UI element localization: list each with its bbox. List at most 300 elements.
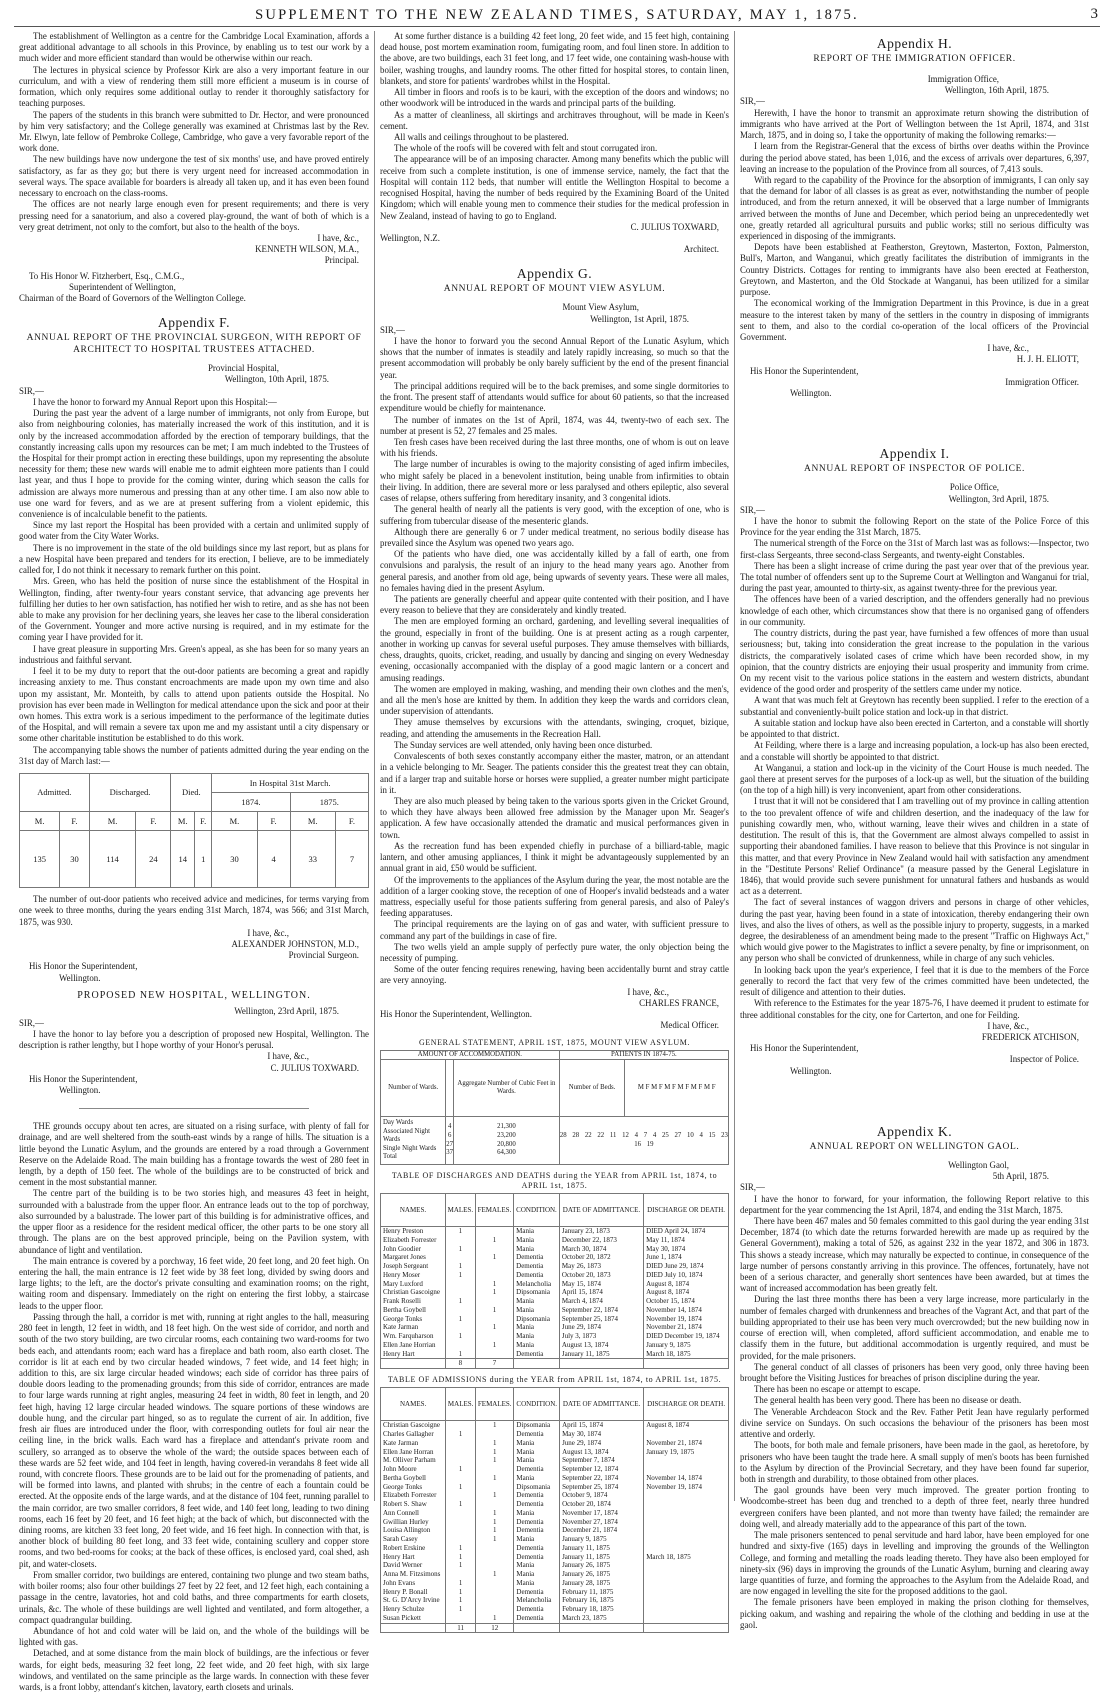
addressee: Superintendent of Wellington,: [69, 281, 176, 292]
th-sex: M.: [290, 812, 335, 831]
table-cell: [445, 1288, 475, 1297]
th-sex: F.: [195, 812, 212, 831]
paragraph: They are also much pleased by being taken to the various sports given in the Cricket Ground, to which they have always been allowed free admission by the Manager upon Mr. Seager's application. A few have occasionally attended the dramatic and musical performances given in town.: [380, 795, 729, 840]
table-cell: 1: [445, 1227, 475, 1236]
ward-count: 4: [447, 1123, 452, 1131]
table-cell: Mania: [514, 1332, 560, 1341]
paragraph: The economical working of the Immigration Department in this Province, is due in a great measure to the interest taken by many of the settlers in the country in disposing of immigrants sent to them, and also to the cordial co-operation of the local officers of the Provincial Government.: [740, 298, 1089, 342]
table-cell: Dipsomania: [514, 1421, 560, 1430]
salutation: SIR,—: [740, 1182, 765, 1193]
th-sex: M.: [171, 812, 195, 831]
table-cell: 135: [20, 831, 60, 888]
table-cell: November 14, 1874: [644, 1306, 729, 1315]
table-cell: Joseph Sergeant: [381, 1262, 446, 1271]
table-cell: [644, 1535, 729, 1544]
th-sex: M.: [212, 812, 257, 831]
letter-place: Wellington Gaol,: [948, 1159, 1009, 1170]
appendix-k-title: ANNUAL REPORT ON WELLINGTON GAOL.: [809, 1141, 1020, 1152]
table-cell: January 26, 1875: [560, 1570, 644, 1579]
table-cell: Dementia: [514, 1465, 560, 1474]
paragraph: The lectures in physical science by Professor Kirk are also a very important feature in our curriculum, and with a view of rendering them still more efficient a museum is in course of formation, which only requires some additional outlay to render it thoroughly satisfactory for teaching purposes.: [19, 64, 369, 109]
table-cell: March 4, 1874: [559, 1297, 643, 1306]
table-cell: November 21, 1874: [644, 1439, 729, 1448]
table-row: [381, 1245, 729, 1254]
signatory-title: Principal.: [324, 255, 359, 266]
th-discharged: Discharged.: [89, 774, 171, 812]
ward-cubic: 20,800: [497, 1140, 516, 1148]
table-cell: [445, 1253, 475, 1262]
paragraph: The female prisoners have been employed in making the prison clothing for themselves, picking oakum, and washing and repairing the whole of the clothing and bedding in use at the gaol.: [740, 1597, 1089, 1630]
paragraph: I have the honor to submit the following Report on the state of the Police Force of this Province for the year ending the 31st March, 1875.: [740, 515, 1089, 538]
table-cell: Frank Roselli: [381, 1297, 446, 1306]
table-cell: August 13, 1874: [559, 1341, 643, 1350]
table-cell: 1: [446, 1553, 476, 1562]
paragraph: Of the improvements to the appliances of the Asylum during the year, the most notable are the addition of a larger cooking stove, the reception of one of Hooper's invalid bedsteads and a water mattress, especially useful for those patients suffering from general paresis, and also of Paley's feeding apparatuses.: [380, 874, 729, 919]
ward-count: 6: [447, 1132, 452, 1140]
paragraph: The boots, for both male and female prisoners, have been made in the gaol, as heretofore, by prisoners who have been taught the trade here. A small supply of men's boots has been furnished to the Asylum by direction of the Provincial Secretary, and they have been found far superior, both in strength and durability, to those obtained from other places.: [740, 1440, 1089, 1484]
table-cell: June 29, 1874: [559, 1323, 643, 1332]
table-cell: [475, 1245, 513, 1254]
table-cell: Kate Jarman: [381, 1323, 446, 1332]
table-cell: John Moore: [381, 1465, 446, 1474]
table-cell: Mania: [514, 1509, 560, 1518]
table-cell: Melancholia: [514, 1596, 560, 1605]
table-cell: [644, 1430, 729, 1439]
letter-date: Wellington, 23rd April, 1875.: [234, 1006, 339, 1017]
table-cell: 1: [446, 1483, 476, 1492]
addressee: Wellington.: [790, 1065, 832, 1076]
table-row: [381, 1561, 729, 1570]
table-row: [381, 1605, 729, 1614]
figure: 28: [559, 1132, 567, 1140]
table-cell: 1: [476, 1614, 514, 1623]
table-cell: [644, 1526, 729, 1535]
addressee: Wellington.: [59, 1084, 101, 1095]
table-cell: May 30, 1874: [560, 1430, 644, 1439]
table-cell: June 1, 1874: [644, 1253, 729, 1262]
table-cell: Dipsomania: [514, 1315, 560, 1324]
table-cell: Mania: [514, 1439, 560, 1448]
table-cell: May 15, 1874: [559, 1280, 643, 1289]
figure: 4: [652, 1132, 657, 1140]
table-cell: 1: [446, 1596, 476, 1605]
total-cell: [644, 1359, 729, 1369]
table-cell: [644, 1509, 729, 1518]
table-cell: [475, 1332, 513, 1341]
table-cell: Elizabeth Forrester: [381, 1491, 446, 1500]
table-cell: 1: [446, 1605, 476, 1614]
th-blank: [446, 1060, 454, 1117]
table-cell: [446, 1448, 476, 1457]
table-cell: 30: [212, 831, 257, 888]
column-3: [734, 31, 1094, 1630]
paragraph: There has been no escape or attempt to escape.: [754, 1384, 921, 1395]
table-cell: George Tonks: [381, 1483, 446, 1492]
paragraph: I have the honor to lay before you a description of proposed new Hospital, Wellington. The description is rather lengthy, but I hope worthy of your Honor's perusal.: [19, 1028, 369, 1051]
table-cell: Gwillian Hurley: [381, 1518, 446, 1527]
college-report-continuation: [19, 31, 369, 304]
table-cell: Ellen Jane Horran: [381, 1448, 446, 1457]
table-cell: M. Olliver Parham: [381, 1456, 446, 1465]
signatory: CHARLES FRANCE,: [639, 997, 719, 1008]
table-cell: 4: [257, 831, 290, 888]
table-cell: August 8, 1874: [644, 1280, 729, 1289]
table-cell: Mania: [514, 1306, 560, 1315]
table-cell: John Goodier: [381, 1245, 446, 1254]
table-cell: [446, 1614, 476, 1623]
paragraph: With regard to the capability of the Province for the absorption of immigrants, I can only say that the demand for labor of all classes is as great as ever, notwithstanding the number of people introduced, and from the return annexed, it will be observed that a large number of Immigrants arrived between the months of June and December, which period being an unprecedentedly wet one, greatly retarded all agricultural pursuits and public works; still no serious difficulty was experienced in disposing of the immigrants.: [740, 174, 1089, 242]
table-row: [381, 1236, 729, 1245]
table-cell: November 17, 1874: [560, 1509, 644, 1518]
table-cell: 1: [446, 1579, 476, 1588]
ward-cubic: 21,300: [497, 1123, 516, 1131]
table-cell: Dipsomania: [514, 1483, 560, 1492]
table-cell: 1: [445, 1262, 475, 1271]
table-cell: 1: [475, 1280, 513, 1289]
table-cell: February 11, 1875: [560, 1588, 644, 1597]
letter-date: Wellington, 16th April, 1875.: [944, 85, 1049, 96]
column-header: MALES.: [446, 1388, 476, 1421]
table-cell: November 19, 1874: [644, 1315, 729, 1324]
page-title: SUPPLEMENT TO THE NEW ZEALAND TIMES, SATURDAY, MAY 1, 1875.: [255, 7, 859, 23]
appendix-f-heading: Appendix F.: [158, 315, 230, 331]
table-cell: [644, 1456, 729, 1465]
table-cell: [476, 1544, 514, 1553]
table-cell: [644, 1544, 729, 1553]
ward-name: Single Night Wards: [383, 1144, 437, 1152]
table-cell: Dementia: [514, 1518, 560, 1527]
table-cell: 7: [335, 831, 368, 888]
table-cell: Mania: [514, 1227, 560, 1236]
table-cell: February 18, 1875: [560, 1605, 644, 1614]
table-cell: DIED July 10, 1874: [644, 1271, 729, 1280]
table-cell: December 21, 1874: [560, 1526, 644, 1535]
table-cell: [446, 1518, 476, 1527]
ward-cubic: 64,300: [497, 1149, 516, 1157]
table-cell: 1: [476, 1491, 514, 1500]
table-cell: Dementia: [514, 1271, 560, 1280]
th-sexes: M F M F M F M F M F M F: [625, 1060, 729, 1117]
table-cell: 30: [60, 831, 89, 888]
table-cell: Mania: [514, 1245, 560, 1254]
paragraph: The Sunday services are well attended, only having been once disturbed.: [394, 739, 653, 750]
th-beds: Number of Beds.: [559, 1060, 625, 1117]
table-cell: [446, 1535, 476, 1544]
signatory: FREDERICK ATCHISON,: [981, 1032, 1079, 1042]
table-cell: Elizabeth Forrester: [381, 1236, 446, 1245]
signatory-title: Medical Officer.: [660, 1020, 719, 1031]
paragraph: The men are employed forming an orchard, gardening, and levelling several inequalities of the ground, especially in front of the building. One is at present acting as a rough carpenter, another in working up canvas for several useful purposes. They amuse themselves with billiards, chess, draughts, quoits, cricket, reading, and usually by dancing and singing on every Wednesday evening, occasionally accompanied with the display of a good magic lantern or a concert and amusing readings.: [380, 616, 729, 683]
column-header: DISCHARGE OR DEATH.: [644, 1388, 729, 1421]
appendix-h-title: REPORT OF THE IMMIGRATION OFFICER.: [813, 54, 1016, 64]
general-statement-table: [380, 1050, 729, 1165]
paragraph: The patients are generally cheerful and appear quite contented with their position, and I have every reason to believe that they are considerately and kindly treated.: [380, 594, 729, 616]
signatory-title: Inspector of Police.: [1009, 1054, 1079, 1065]
column-header: NAMES.: [381, 1388, 446, 1421]
paragraph: There is no improvement in the state of the old buildings since my last report, but as plans for a new Hospital have been prepared and tenders for its erection, I believe, are to be immediately called for, I do not think it necessary to remark further on this point.: [19, 542, 369, 576]
table-row: [381, 1253, 729, 1262]
table-row: [381, 1500, 729, 1509]
signoff: I have, &c.,: [987, 1020, 1029, 1031]
table-cell: 1: [445, 1332, 475, 1341]
letter-date: Wellington, 1st April, 1875.: [590, 313, 689, 324]
paragraph: All walls and ceilings throughout to be plastered.: [394, 131, 569, 142]
table-cell: November 14, 1874: [644, 1474, 729, 1483]
table-cell: May 11, 1874: [644, 1236, 729, 1245]
table-cell: [644, 1465, 729, 1474]
table-cell: 24: [136, 831, 171, 888]
figure: 27: [674, 1132, 682, 1140]
table-row: [381, 1341, 729, 1350]
ward-cubic: 23,200: [497, 1132, 516, 1140]
column-header: CONDITION.: [514, 1194, 560, 1227]
letter-place: Immigration Office,: [927, 73, 999, 84]
paragraph: The number of out-door patients who received advice and medicines, for terms varying from one week to three months, during the years ending 31st March, 1874, was 566; and 31st March, 1875, was 930.: [19, 894, 369, 927]
divider: [79, 1108, 309, 1109]
signoff: I have, &c.,: [317, 232, 359, 243]
column-header: CONDITION.: [514, 1388, 560, 1421]
table-cell: [446, 1439, 476, 1448]
table-cell: Mania: [514, 1297, 560, 1306]
appendix-k-heading: Appendix K.: [876, 1123, 953, 1139]
table-cell: Robert S. Shaw: [381, 1500, 446, 1509]
spacer: [740, 399, 1089, 435]
table-cell: January 11, 1875: [560, 1553, 644, 1562]
table-cell: Henry Moser: [381, 1271, 446, 1280]
table-cell: September 22, 1874: [560, 1474, 644, 1483]
th-sex: M.: [20, 812, 60, 831]
table-cell: [475, 1271, 513, 1280]
table-row: [381, 1439, 729, 1448]
table-cell: St. G. D'Arcy Irvine: [381, 1596, 446, 1605]
table-cell: September 22, 1874: [559, 1306, 643, 1315]
table-cell: Anna M. Fitzsimons: [381, 1570, 446, 1579]
table-cell: Mania: [514, 1323, 560, 1332]
paragraph: The centre part of the building is to be two stories high, and measures 43 feet in height, surrounded with a balustrade from the upper floor. An entrance leads out to the top of porchway, also surrounded by a balustrade. The lower part of this building is for administrative offices, and the upper floor as a residence for the resident medical officer, the other parts to be one story all through. The plans are on the best approved principle, being on the Pavilion system, with abundance of light and ventilation.: [19, 1188, 369, 1255]
figure: 10: [686, 1132, 694, 1140]
table-cell: 114: [89, 831, 136, 888]
table-cell: 33: [290, 831, 335, 888]
figure: 11: [609, 1132, 617, 1140]
column-header: DISCHARGE OR DEATH.: [644, 1194, 729, 1227]
table-cell: 1: [476, 1456, 514, 1465]
discharges-caption: TABLE OF DISCHARGES AND DEATHS during the YEAR from APRIL 1st, 1874, to APRIL 1st, 1875.: [391, 1171, 718, 1191]
table-cell: November 21, 1874: [644, 1323, 729, 1332]
paragraph: I trust that it will not be considered that I am travelling out of my province in calling attention to the too prevalent offence of wife and children desertion, and the inadequacy of the law for punishing cowardly men, who, without warning, leave their wives and children in a state of destitution. The result of this is, that the Government are almost always compelled to assist in supporting their abandoned families. I have reason to believe that this Province is not singular in this matter, and that every Province in New Zealand would hail with satisfaction any amendment in the "Destitute Persons' Relief Ordinance" (a measure passed by the General Legislature in 1846), that would provide such severe punishment for unnatural fathers and husbands as would act as a deterrent.: [740, 796, 1089, 897]
paragraph: There has been a slight increase of crime during the past year over that of the previous year. The total number of offenders sent up to the Supreme Court at Wellington and Wanganui for trial, during the past year, amounted to thirty-six, as against twenty-three for the previous year.: [740, 560, 1089, 594]
addressee: To His Honor W. Fitzherbert, Esq., C.M.G.,: [29, 270, 185, 281]
table-cell: August 13, 1874: [560, 1448, 644, 1457]
paragraph: The fact of several instances of waggon drivers and persons in charge of other vehicles, during the past year, having been found in a state of intoxication, thereby endangering their own lives, and also the lives of others, as well as the possible injury to property, suggests, in a marked degree, the desirableness of an amendment being made to the present "Traffic on Highways Act," which would give power to the Magistrates to inflict a severe penalty, by fine or imprisonment, on any person who shall be convicted of drunkenness, while in charge of any such vehicles.: [740, 897, 1089, 964]
appendix-g-heading: Appendix G.: [516, 266, 593, 282]
paragraph: Ten fresh cases have been received during the last three months, one of whom is out on leave with his friends.: [380, 436, 729, 459]
table-cell: [445, 1280, 475, 1289]
table-cell: [644, 1518, 729, 1527]
th-sex: F.: [60, 812, 89, 831]
ward-count: 37: [446, 1149, 454, 1157]
table-cell: [644, 1596, 729, 1605]
salutation: SIR,—: [740, 504, 765, 515]
signatory-title: Immigration Officer.: [1005, 376, 1079, 387]
admissions-table: [380, 1387, 729, 1633]
figure: 22: [597, 1132, 605, 1140]
table-cell: [446, 1570, 476, 1579]
table-cell: Susan Pickett: [381, 1614, 446, 1623]
table-cell: January 28, 1875: [560, 1579, 644, 1588]
admissions-caption: TABLE OF ADMISSIONS during the YEAR from APRIL 1st, 1874, to APRIL 1st, 1875.: [387, 1375, 722, 1385]
paragraph: I have great pleasure in supporting Mrs. Green's appeal, as she has been for so many years an industrious and faithful servant.: [19, 643, 369, 665]
table-cell: Christian Gascoigne: [381, 1421, 446, 1430]
table-cell: Dementia: [514, 1350, 560, 1359]
paragraph: The establishment of Wellington as a centre for the Cambridge Local Examination, affords a great additional advantage to all schools in this Province, by enabling us to test our work by a much wider and more efficient standard than would be otherwise within our reach.: [19, 31, 369, 64]
general-statement-caption: GENERAL STATEMENT, APRIL 1ST, 1875, MOUNT VIEW ASYLUM.: [418, 1037, 691, 1047]
paragraph: As the recreation fund has been expended chiefly in purchase of a billiard-table, magic lantern, and other amusing appliances, I think it might be advantageously supplemented by an annual grant in aid, £50 would be sufficient.: [380, 840, 729, 874]
table-cell: Dementia: [514, 1605, 560, 1614]
ward-name: Associated Night Wards: [383, 1127, 431, 1144]
table-cell: March 30, 1874: [559, 1245, 643, 1254]
table-cell: January 11, 1875: [560, 1544, 644, 1553]
table-cell: [644, 1588, 729, 1597]
th-in-hospital: In Hospital 31st March.: [212, 774, 369, 793]
table-cell: May 30, 1874: [644, 1245, 729, 1254]
paragraph: The offices are not nearly large enough even for present requirements; and there is very pressing need for a sanatorium, and also a covered play-ground, the want of both of which is a very great detriment, not only to the comfort, but also to the health of the boys.: [19, 199, 369, 232]
table-cell: [445, 1323, 475, 1332]
paragraph: The principal additions required will be to the back premises, and some single dormitories to the front. The present staff of attendants would suffice for about 60 patients, so that the increased expenditure would be chiefly for maintenance.: [380, 380, 729, 414]
table-cell: [476, 1605, 514, 1614]
table-cell: Ann Connell: [381, 1509, 446, 1518]
table-cell: [475, 1227, 513, 1236]
table-cell: September 25, 1874: [559, 1315, 643, 1324]
paragraph: Although there are generally 6 or 7 under medical treatment, no serious bodily disease has prevailed since the Asylum was opened two years ago.: [380, 526, 729, 548]
table-cell: 1: [475, 1288, 513, 1297]
table-cell: 1: [446, 1465, 476, 1474]
table-row: [381, 1614, 729, 1623]
table-cell: 1: [476, 1570, 514, 1579]
table-cell: 1: [475, 1341, 513, 1350]
paragraph: Mrs. Green, who has held the position of nurse since the establishment of the Hospital in Wellington, finding, after twenty-four years constant service, that advancing age prevents her fulfilling her duties to her own satisfaction, has notified her wish to retire, and as she has not been able to make any provision for her declining years, she leaves her case to the liberal consideration of the Government. Younger and more active nursing is required, and in my estimate for the coming year I have provided for it.: [19, 576, 369, 643]
table-cell: 1: [445, 1297, 475, 1306]
table-cell: Mania: [514, 1561, 560, 1570]
total-cell: 8: [445, 1359, 475, 1369]
paragraph: The principal requirements are the laying on of gas and water, with sufficient pressure to command any part of the buildings in case of fire.: [380, 919, 729, 941]
column-header: FEMALES.: [475, 1194, 513, 1227]
paragraph: Some of the outer fencing requires renewing, having been accidentally burnt and stray cattle are very annoying.: [380, 964, 729, 986]
paragraph: The main entrance is covered by a porchway, 16 feet wide, 20 feet long, and 20 feet high. On entering the hall, the main entrance is 12 feet wide by 38 feet long, divided by swing doors and large lights; to the left, are the doctor's private consulting and examination rooms; on the right, waiting room and dispensary. Immediately on the right on entering the first lobby, a staircase leads to the upper floor.: [19, 1255, 369, 1311]
signatory: KENNETH WILSON, M.A.,: [255, 244, 359, 255]
table-row: [381, 1315, 729, 1324]
table-cell: [644, 1500, 729, 1509]
letter-date: 5th April, 1875.: [992, 1171, 1049, 1182]
total-cell: [381, 1623, 446, 1633]
addressee: Chairman of the Board of Governors of the Wellington College.: [19, 293, 246, 304]
signatory: ALEXANDER JOHNSTON, M.D.,: [231, 938, 359, 949]
table-row: [381, 1526, 729, 1535]
paragraph: The large number of incurables is owing to the majority consisting of aged infirm imbeciles, who might safely be placed in a benevolent institution, being unable from infirmities to obtain their living. In addition, there are several more or less paralysed and others epileptic, also several cases of relapse, others suffering from hereditary insanity, and 3 congenital idiots.: [380, 459, 729, 504]
signatory-title: Provincial Surgeon.: [288, 950, 359, 961]
paragraph: At Feilding, where there is a large and increasing population, a lock-up has also been erected, and a constable will shortly be appointed to that district.: [740, 740, 1089, 762]
paragraph: I have the honor to forward you the second Annual Report of the Lunatic Asylum, which shows that the number of inmates is steadily and lately rapidly increasing, so much so that the present accommodation will probably be only barely sufficient by the end of the present financial year.: [380, 336, 729, 380]
paragraph: At some further distance is a building 42 feet long, 20 feet wide, and 15 feet high, containing dead house, post mortem examination room, fumigating room, and foul linen store. In addition to the above, are two buildings, each 31 feet long, and 17 feet wide, one containing wash-house with boiler, washing troughs, and laundry rooms. The other fitted for hospital stores, to contain linen, blankets, and store for patients' wardrobes whilst in the Hospital.: [380, 31, 729, 86]
table-cell: [644, 1614, 729, 1623]
table-cell: John Evans: [381, 1579, 446, 1588]
table-cell: [476, 1561, 514, 1570]
table-cell: Margaret Jones: [381, 1253, 446, 1262]
totals-row: [381, 1623, 729, 1633]
table-cell: July 3, 1873: [559, 1332, 643, 1341]
th-admitted: Admitted.: [20, 774, 90, 812]
table-cell: Henry Schulze: [381, 1605, 446, 1614]
paragraph: The number of inmates on the 1st of April, 1874, was 44, twenty-two of each sex. The number at present is 52, 27 females and 25 males.: [380, 414, 729, 436]
table-cell: December 22, 1873: [559, 1236, 643, 1245]
paragraph: There have been 467 males and 50 females committed to this gaol during the year ending 31st December, 1874 (to which date the returns forwarded herewith are made up as required by the General Government), making a total of 526, as against 232 in the year 1872, and 306 in 1873. This shows a steady increase, which may naturally be expected to continue, in consequence of the large number of persons constantly arriving in this province. The offences, fortunately, have not been of a serious character, and generally short sentences have been awarded, but at times the want of increased accommodation has been greatly felt.: [740, 1215, 1089, 1294]
table-cell: [644, 1491, 729, 1500]
paragraph: The offences have been of a varied description, and the offenders generally had no previous knowledge of each other, which circumstances show that there is no organised gang of offenders in our community.: [740, 594, 1089, 627]
table-cell: George Tonks: [381, 1315, 446, 1324]
addressee: His Honor the Superintendent,: [750, 365, 859, 376]
table-cell: Mania: [514, 1474, 560, 1483]
table-cell: Dementia: [514, 1262, 560, 1271]
table-cell: [476, 1483, 514, 1492]
table-cell: March 18, 1875: [644, 1553, 729, 1562]
table-cell: [476, 1579, 514, 1588]
table-cell: [644, 1605, 729, 1614]
total-cell: [514, 1623, 560, 1633]
addressee: His Honor the Superintendent,: [29, 1073, 138, 1084]
table-cell: 1: [476, 1448, 514, 1457]
table-row: [381, 1465, 729, 1474]
total-cell: [644, 1623, 729, 1633]
th-sex: F.: [136, 812, 171, 831]
table-cell: Melancholia: [514, 1280, 560, 1289]
paragraph: Herewith, I have the honor to transmit an approximate return showing the distribution of immigrants who have arrived at the Port of Wellington between the 1st April, 1874, and 31st March, 1875, and in doing so, I take the opportunity of making the following remarks:—: [740, 107, 1089, 141]
table-row: [381, 1509, 729, 1518]
table-cell: August 8, 1874: [644, 1421, 729, 1430]
paragraph: The numerical strength of the Force on the 31st of March last was as follows:—Inspector, two first-class Sergeants, three second-class Sergeants, and twenty-eight Constables.: [740, 538, 1089, 560]
table-cell: October 15, 1874: [644, 1297, 729, 1306]
signatory: C. JULIUS TOXWARD.: [270, 1062, 359, 1073]
table-cell: [446, 1456, 476, 1465]
table-cell: David Werner: [381, 1561, 446, 1570]
paragraph: I feel it to be my duty to report that the out-door patients are becoming a great and rapidly increasing anxiety to me. Thus constant encroachments are made upon my own time and also upon my assistant, Mr. Monteith, by calls to attend upon patients outside the Hospital. No provision has ever been made in Wellington for medical attendance upon the sick and poor at their own homes. This extra work is a serious impediment to the performance of the legitimate duties of the Hospital, and will remain a severe tax upon me and my assistant until a city dispensary or some other charitable institution be established to do this work.: [19, 666, 369, 744]
paragraph: The papers of the students in this branch were submitted to Dr. Hector, and were pronounced by him very satisfactory; and the College generally was examined at Christmas last by the Rev. Mr. Elwyn, late fellow of Pembroke College, Cambridge, who gave a very favorable report of the work done.: [19, 109, 369, 154]
totals-row: [381, 1359, 729, 1369]
table-cell: September 25, 1874: [560, 1483, 644, 1492]
table-cell: Mary Luxford: [381, 1280, 446, 1289]
total-cell: [514, 1359, 560, 1369]
table-cell: Charles Gallagher: [381, 1430, 446, 1439]
paragraph: The general conduct of all classes of prisoners has been very good, only three having been brought before the Visiting Justices for breaches of prison discipline during the year.: [740, 1361, 1089, 1383]
table-cell: Bertha Goybell: [381, 1306, 446, 1315]
appendix-g-title: ANNUAL REPORT OF MOUNT VIEW ASYLUM.: [443, 284, 666, 295]
table-cell: [644, 1570, 729, 1579]
figure: 4: [634, 1132, 639, 1140]
ward-name: Day Wards: [383, 1119, 414, 1127]
table-cell: 1: [476, 1535, 514, 1544]
table-cell: DIED December 19, 1874: [644, 1332, 729, 1341]
patients-table: [19, 773, 369, 888]
table-cell: September 7, 1874: [560, 1456, 644, 1465]
table-row: [381, 1491, 729, 1500]
figure: 19: [646, 1140, 654, 1148]
figure: 16: [634, 1140, 642, 1148]
paragraph: During the past year the advent of a large number of immigrants, not only from Europe, but also from neighbouring colonies, has materially increased the work of this institution, and it is only by the increased accommodation afforded by the erection of temporary buildings, that the constantly increasing calls upon my resources can be met; I am much indebted to the Trustees of the Hospital for their prompt action in erecting these buildings, upon my representing the absolute necessity for them; these new wards will enable me to admit eighteen more patients than I could last year, and thus I hope to provide for the coming winter, during which season the calls for admission are always more numerous and pressing than at any other time. I am also now able to use one ward for fevers, and as we are at present suffering from a violent epidemic, this convenience is of incalculable benefit to the patients.: [19, 408, 369, 520]
table-cell: DIED April 24, 1874: [644, 1227, 729, 1236]
table-row: [381, 1421, 729, 1430]
table-cell: [446, 1526, 476, 1535]
paragraph: The women are employed in making, washing, and mending their own clothes and the men's, and all the men's hose are knitted by them. In addition they keep the wards and corridors clean, under supervision of attendants.: [380, 683, 729, 717]
th-year: 1875.: [290, 793, 368, 812]
table-cell: [475, 1262, 513, 1271]
